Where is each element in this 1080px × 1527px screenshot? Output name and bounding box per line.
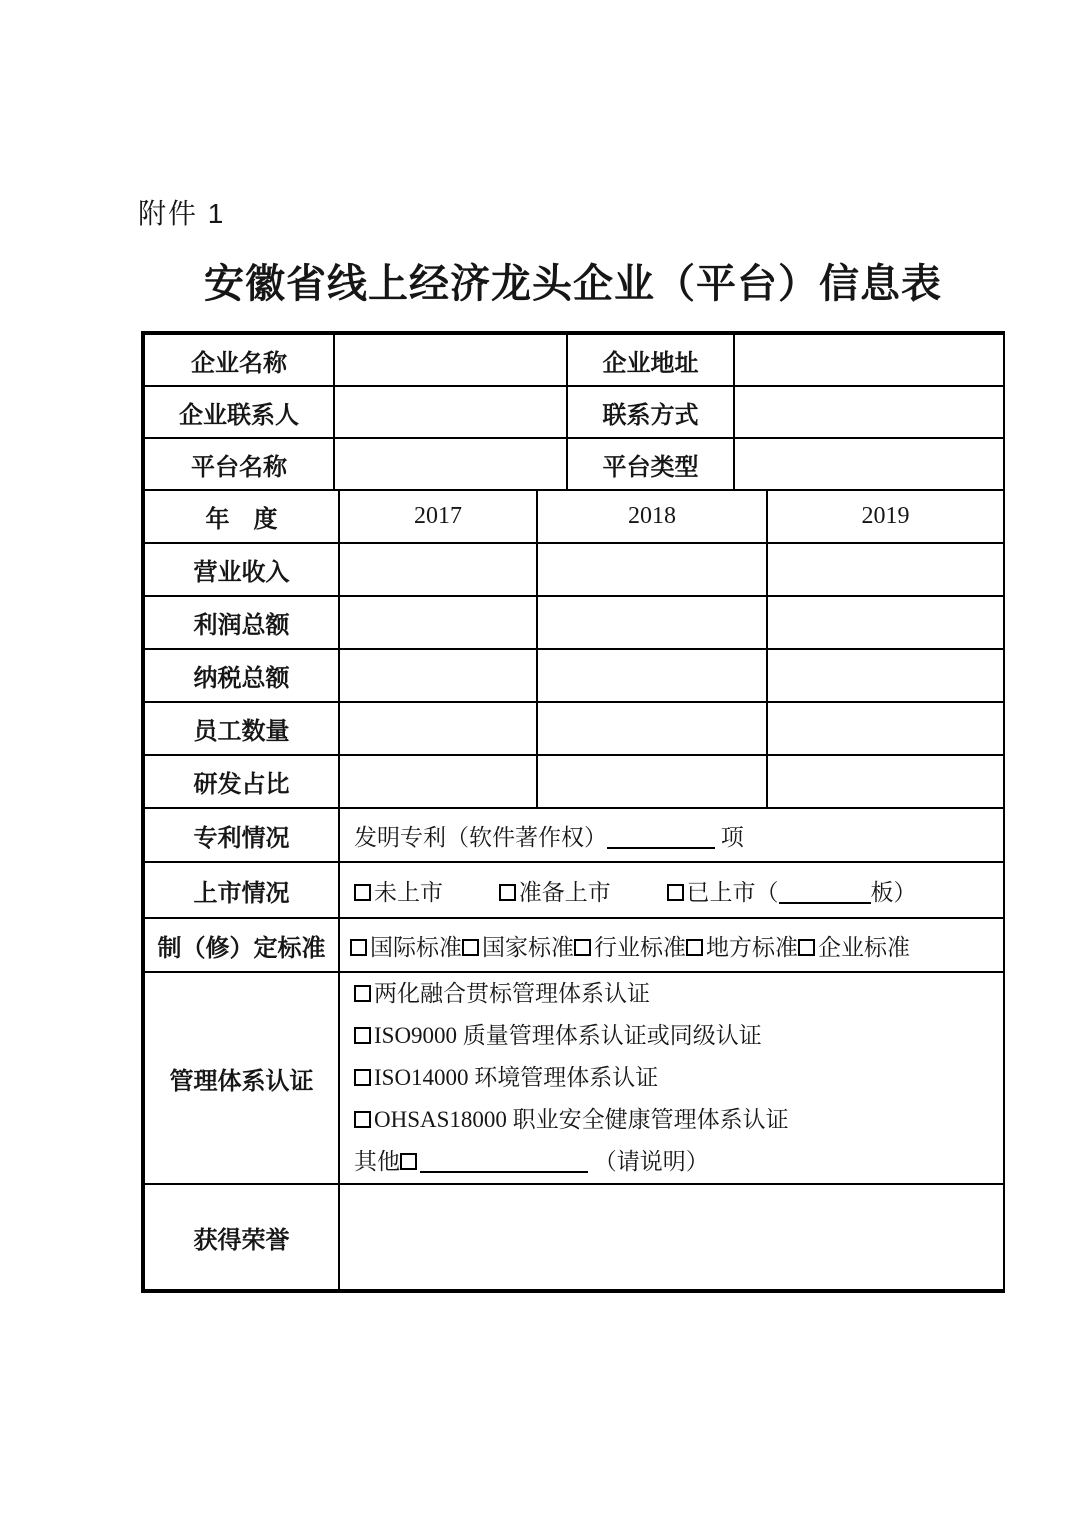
patent-label: 专利情况 [144, 808, 339, 862]
attachment-label: 附件 1 [138, 198, 226, 229]
revenue-label: 营业收入 [144, 543, 339, 596]
standards-option-label: 地方标准 [706, 934, 798, 960]
certification-label: 管理体系认证 [144, 972, 339, 1184]
detail-rows-table [143, 807, 1005, 1291]
listing-label: 上市情况 [144, 862, 339, 918]
table-row-listing [144, 862, 1004, 918]
employees-2018-cell [537, 702, 767, 755]
contact-person-value-cell [334, 386, 567, 438]
table-row-standards [144, 918, 1004, 972]
certification-other-blank-line [420, 1151, 588, 1173]
patent-content-cell [339, 808, 1004, 862]
checkbox-icon [354, 985, 371, 1002]
tax-2019-cell [767, 649, 1004, 702]
standards-option-industry [574, 935, 686, 960]
honors-label: 获得荣誉 [144, 1184, 339, 1290]
table-row-tax [144, 649, 1004, 702]
certification-option-label: 两化融合贯标管理体系认证 [374, 981, 650, 1006]
platform-name-label: 平台名称 [144, 438, 334, 490]
checkbox-icon [667, 884, 684, 901]
checkbox-icon [354, 884, 371, 901]
platform-name-value-cell [334, 438, 567, 490]
standards-option-label: 国家标准 [482, 934, 574, 960]
revenue-2019-cell [767, 543, 1004, 596]
standards-content-cell [339, 918, 1004, 972]
listing-option-preparing [499, 880, 611, 905]
checkbox-icon [350, 939, 367, 956]
employees-label: 员工数量 [144, 702, 339, 755]
year-2017-header: 2017 [339, 490, 537, 543]
checkbox-icon [499, 884, 516, 901]
certification-option-label: ISO14000 环境管理体系认证 [374, 1065, 659, 1090]
standards-option-enterprise [798, 935, 910, 960]
certification-option-ohsas18000 [354, 1099, 995, 1141]
certification-other-prefix: 其他 [354, 1149, 400, 1174]
checkbox-icon [686, 939, 703, 956]
contact-method-label: 联系方式 [567, 386, 734, 438]
table-row-company [144, 334, 1004, 386]
standards-option-local [686, 935, 798, 960]
checkbox-icon [574, 939, 591, 956]
checkbox-icon [400, 1153, 417, 1170]
basic-info-table [143, 333, 1005, 491]
contact-method-value-cell [734, 386, 1004, 438]
employees-2017-cell [339, 702, 537, 755]
table-row-patent [144, 808, 1004, 862]
rd-ratio-2019-cell [767, 755, 1004, 808]
certification-option-label: ISO9000 质量管理体系认证或同级认证 [374, 1023, 762, 1048]
contact-person-label: 企业联系人 [144, 386, 334, 438]
patent-text-after: 项 [720, 824, 744, 850]
year-2018-header: 2018 [537, 490, 767, 543]
platform-type-label: 平台类型 [567, 438, 734, 490]
profit-2019-cell [767, 596, 1004, 649]
employees-2019-cell [767, 702, 1004, 755]
company-name-value-cell [334, 334, 567, 386]
listing-content-cell [339, 862, 1004, 918]
rd-ratio-2018-cell [537, 755, 767, 808]
certification-option-other [354, 1141, 995, 1183]
company-address-label: 企业地址 [567, 334, 734, 386]
standards-option-international [350, 935, 462, 960]
certification-content-cell [339, 972, 1004, 1184]
company-name-label: 企业名称 [144, 334, 334, 386]
checkbox-icon [354, 1027, 371, 1044]
table-row-employees [144, 702, 1004, 755]
platform-type-value-cell [734, 438, 1004, 490]
tax-label: 纳税总额 [144, 649, 339, 702]
standards-option-label: 企业标准 [818, 934, 910, 960]
patent-text-before: 发明专利（软件著作权） [354, 824, 607, 850]
profit-2017-cell [339, 596, 537, 649]
table-row-honors [144, 1184, 1004, 1290]
table-row-revenue [144, 543, 1004, 596]
listing-option-label: 准备上市 [518, 879, 611, 905]
standards-option-label: 国际标准 [370, 934, 462, 960]
standards-option-label: 行业标准 [594, 934, 686, 960]
checkbox-icon [354, 1069, 371, 1086]
year-header-label: 年 度 [144, 490, 339, 543]
listing-option-prefix: 已上市（ [686, 879, 779, 905]
checkbox-icon [354, 1111, 371, 1128]
table-row-certification [144, 972, 1004, 1184]
standards-option-national [462, 935, 574, 960]
table-row-platform [144, 438, 1004, 490]
profit-label: 利润总额 [144, 596, 339, 649]
certification-option-integration [354, 973, 995, 1015]
certification-option-label: OHSAS18000 职业安全健康管理体系认证 [374, 1107, 789, 1132]
listing-option-label: 未上市 [374, 879, 443, 905]
standards-label: 制（修）定标准 [144, 918, 339, 972]
year-2019-header: 2019 [767, 490, 1004, 543]
patent-blank-line [607, 827, 715, 849]
page-title: 安徽省线上经济龙头企业（平台）信息表 [204, 261, 942, 306]
company-address-value-cell [734, 334, 1004, 386]
listing-board-blank-line [779, 882, 871, 904]
tax-2018-cell [537, 649, 767, 702]
table-row-rd-ratio [144, 755, 1004, 808]
listing-option-not-listed [354, 880, 443, 905]
listing-option-listed [667, 880, 917, 905]
tax-2017-cell [339, 649, 537, 702]
rd-ratio-label: 研发占比 [144, 755, 339, 808]
rd-ratio-2017-cell [339, 755, 537, 808]
checkbox-icon [798, 939, 815, 956]
listing-option-suffix: 板） [870, 879, 917, 905]
honors-content-cell [339, 1184, 1004, 1290]
table-row-profit [144, 596, 1004, 649]
certification-other-suffix: （请说明） [593, 1149, 709, 1174]
revenue-2018-cell [537, 543, 767, 596]
profit-2018-cell [537, 596, 767, 649]
revenue-2017-cell [339, 543, 537, 596]
checkbox-icon [462, 939, 479, 956]
info-table [141, 331, 1005, 1293]
table-row-contact [144, 386, 1004, 438]
certification-option-iso14000 [354, 1057, 995, 1099]
table-row-year-header [144, 490, 1004, 543]
yearly-metrics-table [143, 489, 1005, 809]
certification-option-iso9000 [354, 1015, 995, 1057]
